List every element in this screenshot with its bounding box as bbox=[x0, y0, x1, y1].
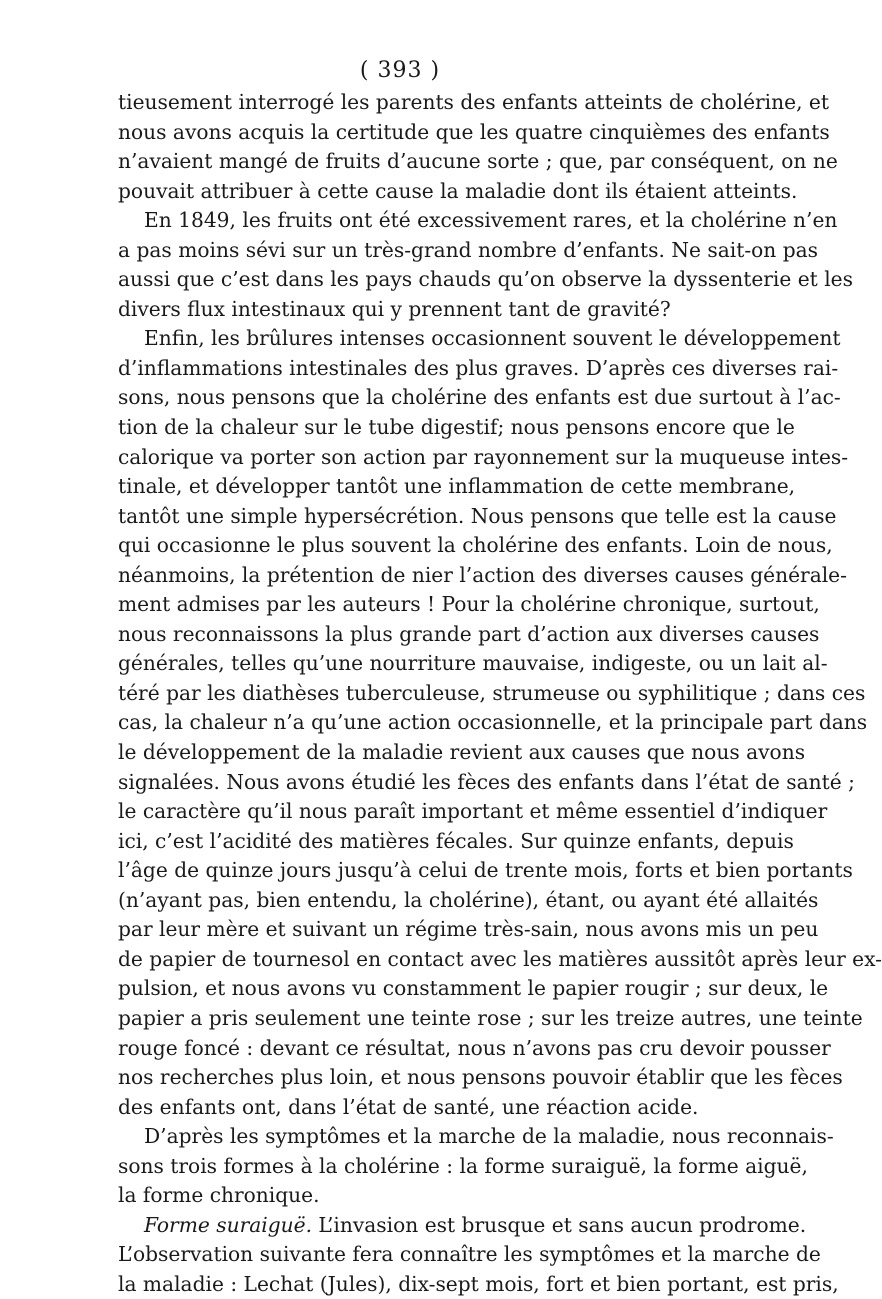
text-line: En 1849, les fruits ont été excessivement rares, et la cholérine n’en bbox=[144, 208, 838, 233]
text-line: générales, telles qu’une nourriture mauvaise, indigeste, ou un lait al- bbox=[118, 651, 828, 676]
text-line: ici, c’est l’acidité des matières fécales. Sur quinze enfants, depuis bbox=[118, 828, 794, 853]
text-line: pouvait attribuer à cette cause la maladie dont ils étaient atteints. bbox=[118, 178, 798, 203]
text-line: signalées. Nous avons étudié les fèces des enfants dans l’état de santé ; bbox=[118, 769, 855, 794]
text-line: aussi que c’est dans les pays chauds qu’on observe la dyssenterie et les bbox=[118, 267, 853, 292]
text-line: n’avaient mangé de fruits d’aucune sorte ; que, par conséquent, on ne bbox=[118, 149, 838, 174]
text-line: nous reconnaissons la plus grande part d’action aux diverses causes bbox=[118, 621, 820, 646]
text-line: par leur mère et suivant un régime très-sain, nous avons mis un peu bbox=[118, 917, 819, 942]
page-number: ( 393 ) bbox=[359, 58, 441, 83]
text-line: la maladie : Lechat (Jules), dix-sept mois, fort et bien portant, est pris, bbox=[118, 1271, 839, 1296]
text-line: ment admises par les auteurs ! Pour la cholérine chronique, surtout, bbox=[118, 592, 820, 617]
text-line: tieusement interrogé les parents des enfants atteints de cholérine, et bbox=[118, 90, 829, 114]
text-line: téré par les diathèses tuberculeuse, strumeuse ou syphilitique ; dans ces bbox=[118, 680, 866, 705]
body-text bbox=[118, 88, 882, 1299]
text-line: Enfin, les brûlures intenses occasionnent souvent le développement bbox=[144, 326, 841, 351]
text-line: nos recherches plus loin, et nous pensons pouvoir établir que les fèces bbox=[118, 1065, 843, 1090]
text-line: d’inflammations intestinales des plus graves. D’après ces diverses rai- bbox=[118, 355, 839, 380]
text-line: l’âge de quinze jours jusqu’à celui de trente mois, forts et bien portants bbox=[118, 858, 853, 883]
text-line: le caractère qu’il nous paraît important et même essentiel d’indiquer bbox=[118, 799, 828, 824]
text-line: a pas moins sévi sur un très-grand nombre d’enfants. Ne sait-on pas bbox=[118, 237, 819, 262]
text-line: D’après les symptômes et la marche de la maladie, nous reconnais- bbox=[144, 1124, 834, 1149]
text-line: cas, la chaleur n’a qu’une action occasionnelle, et la principale part dans bbox=[118, 710, 868, 735]
text-line: papier a pris seulement une teinte rose ; sur les treize autres, une teinte bbox=[118, 1005, 863, 1030]
text-line: néanmoins, la prétention de nier l’action des diverses causes générale- bbox=[118, 562, 847, 587]
text-line: tion de la chaleur sur le tube digestif; nous pensons encore que le bbox=[118, 415, 795, 440]
text-line-rest: L’invasion est brusque et sans aucun prodrome. bbox=[312, 1212, 807, 1237]
text-line: le développement de la maladie revient aux causes que nous avons bbox=[118, 740, 806, 765]
text-line: tantôt une simple hypersécrétion. Nous pensons que telle est la cause bbox=[118, 503, 837, 528]
text-line: sons trois formes à la cholérine : la forme suraiguë, la forme aiguë, bbox=[118, 1153, 808, 1178]
text-line: nous avons acquis la certitude que les quatre cinquièmes des enfants bbox=[118, 119, 830, 144]
text-line: de papier de tournesol en contact avec les matières aussitôt après leur ex- bbox=[118, 946, 882, 971]
text-line: la forme chronique. bbox=[118, 1183, 320, 1208]
text-line: calorique va porter son action par rayonnement sur la muqueuse intes- bbox=[118, 444, 849, 469]
text-line: qui occasionne le plus souvent la cholérine des enfants. Loin de nous, bbox=[118, 533, 833, 558]
text-line: rouge foncé : devant ce résultat, nous n’avons pas cru devoir pousser bbox=[118, 1035, 831, 1060]
text-line: pulsion, et nous avons vu constamment le papier rougir ; sur deux, le bbox=[118, 976, 829, 1001]
section-heading: Forme suraiguë. bbox=[144, 1212, 313, 1237]
text-line: des enfants ont, dans l’état de santé, une réaction acide. bbox=[118, 1094, 699, 1119]
text-line bbox=[118, 1211, 807, 1241]
text-line: divers flux intestinaux qui y prennent tant de gravité? bbox=[118, 296, 671, 321]
text-line: sons, nous pensons que la cholérine des enfants est due surtout à l’ac- bbox=[118, 385, 841, 410]
text-line: (n’ayant pas, bien entendu, la cholérine), étant, ou ayant été allaités bbox=[118, 887, 819, 912]
text-line: tinale, et développer tantôt une inflammation de cette membrane, bbox=[118, 474, 796, 499]
text-line: L’observation suivante fera connaître les symptômes et la marche de bbox=[118, 1242, 821, 1267]
